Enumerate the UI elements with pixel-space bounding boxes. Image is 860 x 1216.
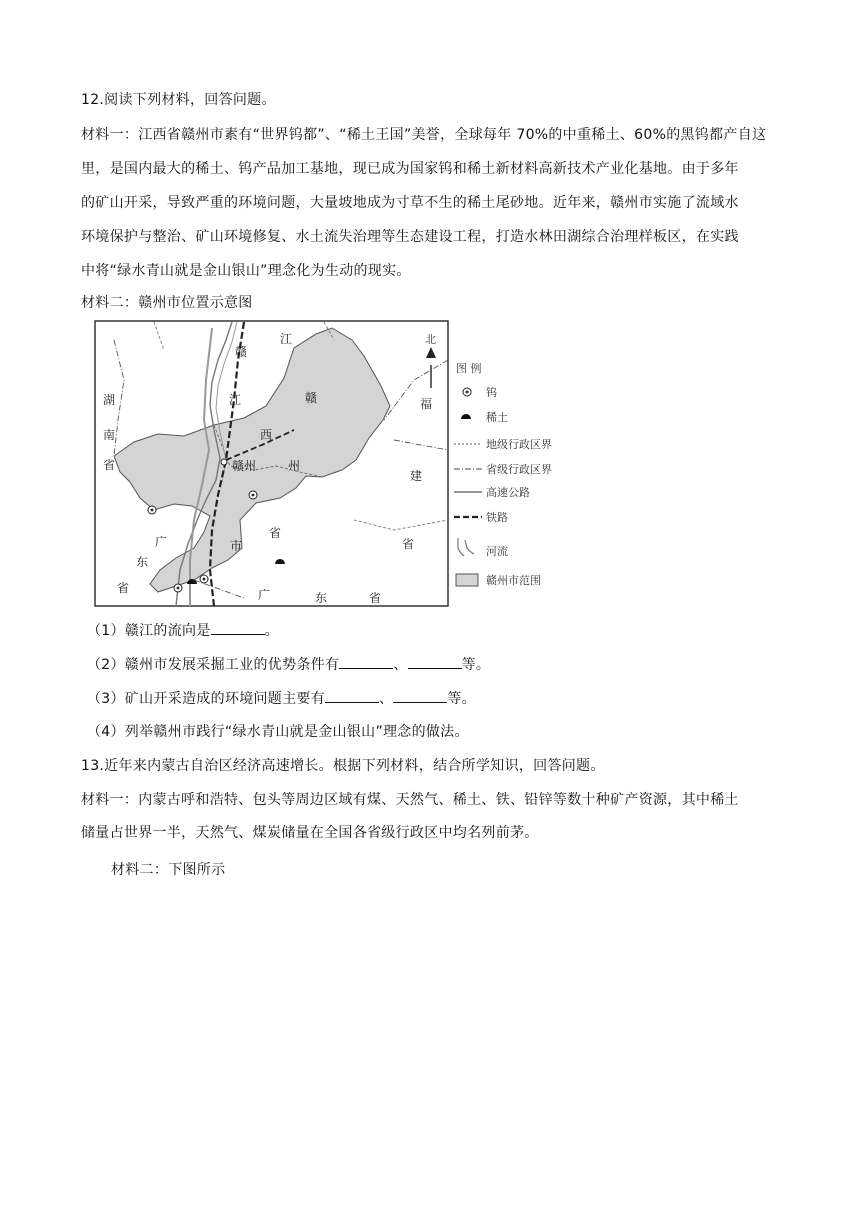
- q13-material1-line: 储量占世界一半，天然气、煤炭储量在全国各省级行政区中均名列前茅。: [81, 825, 539, 841]
- legend-label: 钨: [486, 386, 497, 399]
- map-label: 西: [260, 428, 273, 442]
- map-label: 湖: [103, 393, 116, 407]
- legend-ganzhou-area-icon: [456, 574, 478, 586]
- map-label: 广: [258, 588, 271, 602]
- q12-material2-title: 材料二：赣州市位置示意图: [81, 295, 253, 311]
- legend-label: 铁路: [486, 511, 508, 524]
- q13-heading: 13.近年来内蒙古自治区经济高速增长。根据下列材料，结合所学知识，回答问题。: [81, 758, 605, 774]
- tungsten-symbol: [174, 584, 182, 592]
- map-label: 福: [420, 397, 433, 411]
- map-label: 江: [280, 332, 293, 346]
- legend-title: 图 例: [456, 362, 482, 375]
- map-label: 省: [369, 591, 382, 605]
- north-label: 北: [425, 333, 436, 346]
- legend-label: 河流: [486, 545, 508, 558]
- q13-material1-line: 材料一：内蒙古呼和浩特、包头等周边区域有煤、天然气、稀土、铁、铅锌等数十种矿产资源，其中稀土: [81, 792, 739, 808]
- q13-material2-title: 材料二：下图所示: [111, 862, 226, 878]
- tungsten-symbol: [249, 491, 257, 499]
- map-label: 省: [117, 581, 130, 595]
- map-label: 市: [230, 539, 243, 553]
- legend-label: 稀土: [486, 411, 508, 424]
- legend-rare-earth-icon: [461, 414, 471, 419]
- legend-label: 省级行政区界: [486, 463, 552, 476]
- legend-label: 高速公路: [486, 486, 530, 499]
- ganzhou-location-map: [94, 320, 594, 610]
- q12-material1-line: 的矿山开采，导致严重的环境问题，大量坡地成为寸草不生的稀土尾砂地。近年来，赣州市实施了流域水: [81, 195, 739, 211]
- map-label: 省: [103, 458, 116, 472]
- map-label: 江: [229, 393, 242, 407]
- answer-blank[interactable]: [325, 688, 379, 703]
- tungsten-symbol: [200, 575, 208, 583]
- map-label: 南: [103, 428, 116, 442]
- map-label: 东: [315, 591, 328, 605]
- q12-material1-line: 环境保护与整治、矿山环境修复、水土流失治理等生态建设工程，打造水林田湖综合治理样板区，在实践: [81, 229, 739, 245]
- map-label: 州: [288, 459, 301, 473]
- question-3: （3）矿山开采造成的环境问题主要有 、 等。: [87, 688, 476, 709]
- ganzhou-city-marker: [221, 459, 227, 465]
- map-label: 赣: [305, 391, 318, 405]
- map-label: 省: [402, 537, 415, 551]
- legend-label: 赣州市范围: [486, 574, 541, 587]
- legend-tungsten-icon: [463, 388, 471, 396]
- map-label: 赣州: [232, 459, 257, 473]
- map-label: 东: [136, 555, 149, 569]
- legend-river-icon: [458, 538, 474, 556]
- map-label: 建: [410, 469, 423, 483]
- q12-material1-line: 里，是国内最大的稀土、钨产品加工基地，现已成为国家钨和稀土新材料高新技术产业化基地。由于多年: [81, 161, 739, 177]
- question-1: （1）赣江的流向是 。: [87, 620, 279, 641]
- answer-blank[interactable]: [339, 654, 393, 669]
- tungsten-symbol: [148, 506, 156, 514]
- answer-blank[interactable]: [393, 688, 447, 703]
- question-4: （4）列举赣州市践行“绿水青山就是金山银山”理念的做法。: [87, 724, 469, 740]
- map-label: 省: [269, 526, 282, 540]
- answer-blank[interactable]: [408, 654, 462, 669]
- question-2: （2）赣州市发展采掘工业的优势条件有 、 等。: [87, 654, 490, 675]
- q12-material1-line: 材料一：江西省赣州市素有“世界钨都”、“稀土王国”美誉，全球每年 70%的中重稀土、60%的黑钨都产自这: [81, 127, 767, 143]
- map-label: 赣: [235, 345, 248, 359]
- q12-heading: 12.阅读下列材料，回答问题。: [81, 92, 276, 108]
- answer-blank[interactable]: [211, 620, 265, 635]
- map-label: 广: [155, 535, 168, 549]
- legend-label: 地级行政区界: [486, 438, 552, 451]
- q12-material1-line: 中将“绿水青山就是金山银山”理念化为生动的现实。: [81, 263, 411, 279]
